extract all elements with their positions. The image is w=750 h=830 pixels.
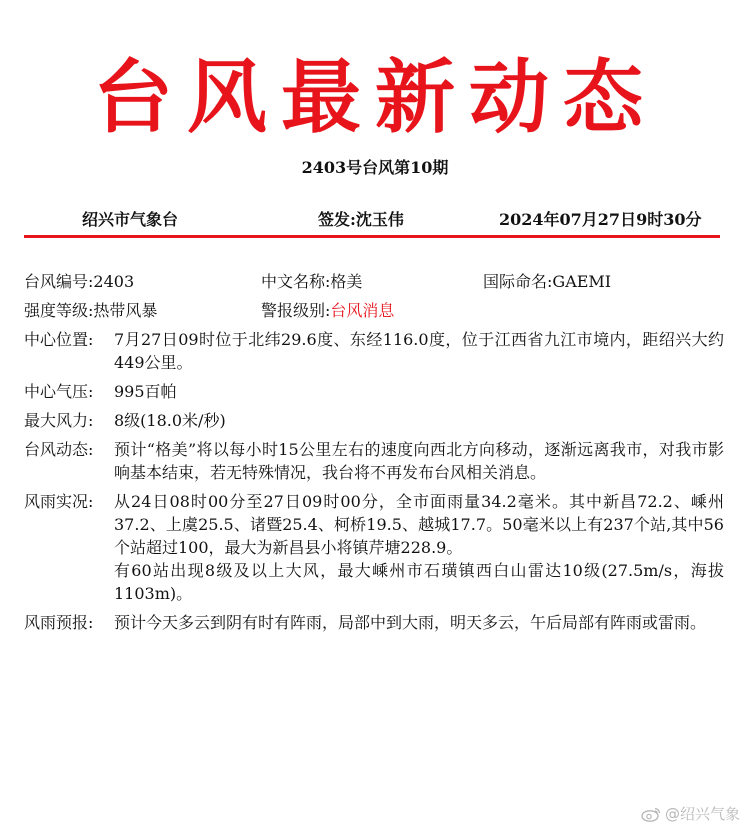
chinese-name-label: 中文名称: [261,272,331,291]
issue-time: 2024年07月27日9时30分 [499,210,702,229]
typhoon-number-value: 2403 [93,272,135,291]
bulletin-body [24,270,724,640]
max-wind-row [24,409,724,432]
watermark [641,803,740,824]
forecast-row [24,611,724,634]
international-name-label: 国际命名: [483,272,553,291]
intensity-label: 强度等级: [24,301,94,320]
intensity-value: 热带风暴 [93,301,158,320]
pressure-row [24,380,724,403]
alert-level-label: 警报级别: [261,301,331,320]
alert-level-value: 台风消息 [330,301,395,320]
actual-wind-paragraph: 有60站出现8级及以上大风，最大嵊州市石璜镇西白山雷达10级(27.5m/s，海拔1103m)。 [114,561,724,603]
forecast-label: 风雨预报: [24,613,94,632]
center-position-value: 7月27日09时位于北纬29.6度、东经116.0度，位于江西省九江市境内，距绍兴大约449公里。 [114,330,724,372]
actual-conditions-row [24,490,724,605]
signer: 签发:沈玉伟 [318,210,404,229]
movement-row [24,438,724,484]
header-divider [24,235,720,238]
watermark-text: @绍兴气象 [664,805,740,823]
forecast-value: 预计今天多云到阴有时有阵雨，局部中到大雨，明天多云，午后局部有阵雨或雷雨。 [114,613,707,632]
movement-label: 台风动态: [24,440,94,459]
typhoon-id-row [24,270,724,293]
intensity-row [24,299,724,322]
page-title: 台风最新动态 [93,50,657,144]
pressure-value: 995百帕 [114,382,177,401]
typhoon-number-label: 台风编号: [24,272,94,291]
weibo-icon [641,806,661,822]
typhoon-number [24,270,261,293]
center-position-label: 中心位置: [24,330,94,349]
issue-number: 2403号台风第10期 [301,158,449,177]
intensity [24,299,261,322]
international-name [483,270,611,293]
international-name-value: GAEMI [552,272,612,291]
alert-level [261,299,483,322]
max-wind-label: 最大风力: [24,411,94,430]
actual-conditions-label: 风雨实况: [24,492,94,511]
actual-rainfall-paragraph: 从24日08时00分至27日09时00分，全市面雨量34.2毫米。其中新昌72.2、嵊州37.2、上虞25.5、诸暨25.4、柯桥19.5、越城17.7。50毫米以上有237个站,其中56个站超过100，最大为新昌县小将镇芹塘228.9。 [114,492,724,557]
actual-conditions-value [114,490,724,605]
issuing-organization: 绍兴市气象台 [82,210,179,229]
pressure-label: 中心气压: [24,382,94,401]
center-position-row [24,328,724,374]
movement-value: 预计“格美”将以每小时15公里左右的速度向西北方向移动，逐渐远离我市，对我市影响基本结束，若无特殊情况，我台将不再发布台风相关消息。 [114,440,724,482]
chinese-name-value: 格美 [330,272,363,291]
max-wind-value: 8级(18.0米/秒) [114,411,226,430]
chinese-name [261,270,483,293]
